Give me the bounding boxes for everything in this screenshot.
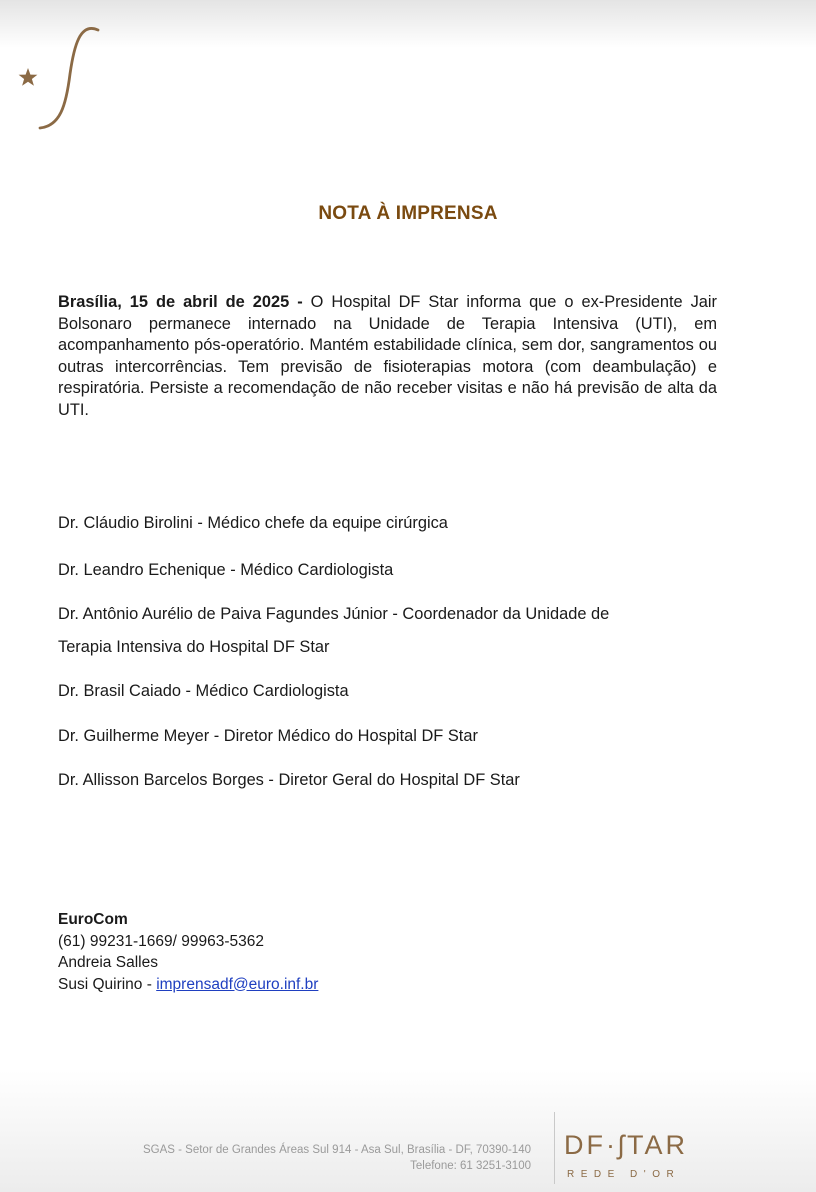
footer-phone: Telefone: 61 3251-3100 <box>410 1160 531 1172</box>
contact-phone: (61) 99231-1669/ 99963-5362 <box>58 932 264 950</box>
signatory-6: Dr. Allisson Barcelos Borges - Diretor Geral do Hospital DF Star <box>58 771 520 789</box>
dfstar-brand-logo <box>564 1124 714 1180</box>
press-note-text: O Hospital DF Star informa que o ex-Presidente Jair Bolsonaro permanece internado na Unidade de Terapia Intensiva (UTI), em acompanhamento pós-operatório. Mantém estabilidade clínica, sem dor, sangramentos ou outras intercorrências. Tem previsão de fisioterapias motora (com deambulação) e respiratória. Persiste a recomendação de não receber visitas e não há previsão de alta da UTI. <box>58 293 718 419</box>
press-contact <box>58 909 318 995</box>
contact-email-line <box>58 974 318 996</box>
signatory-3-continued: Terapia Intensiva do Hospital DF Star <box>58 638 330 656</box>
brand-main-text: DF·ʃTAR <box>564 1130 688 1160</box>
contact-name: Andreia Salles <box>58 954 158 971</box>
brand-sub-text: REDE D'OR <box>567 1169 681 1180</box>
top-shade <box>0 0 816 48</box>
contact-email-link[interactable]: imprensadf@euro.inf.br <box>156 975 319 993</box>
signatory-1: Dr. Cláudio Birolini - Médico chefe da equipe cirúrgica <box>58 514 448 532</box>
signatory-5: Dr. Guilherme Meyer - Diretor Médico do Hospital DF Star <box>58 727 478 745</box>
signatory-2: Dr. Leandro Echenique - Médico Cardiologista <box>58 561 394 579</box>
footer-address: SGAS - Setor de Grandes Áreas Sul 914 - Asa Sul, Brasília - DF, 70390-140 <box>142 1144 531 1156</box>
press-note-paragraph <box>58 292 717 422</box>
signatory-4: Dr. Brasil Caiado - Médico Cardiologista <box>58 682 349 700</box>
star-integral-logo-icon <box>14 22 114 134</box>
page-title: NOTA À IMPRENSA <box>318 203 498 224</box>
contact-name-2: Susi Quirino - <box>58 975 157 993</box>
dateline: Brasília, 15 de abril de 2025 - <box>58 293 303 311</box>
signatory-3: Dr. Antônio Aurélio de Paiva Fagundes Júnior - Coordenador da Unidade de <box>58 605 610 623</box>
footer-address-block <box>143 1142 531 1174</box>
contact-org: EuroCom <box>58 911 128 928</box>
footer-divider <box>554 1112 555 1184</box>
